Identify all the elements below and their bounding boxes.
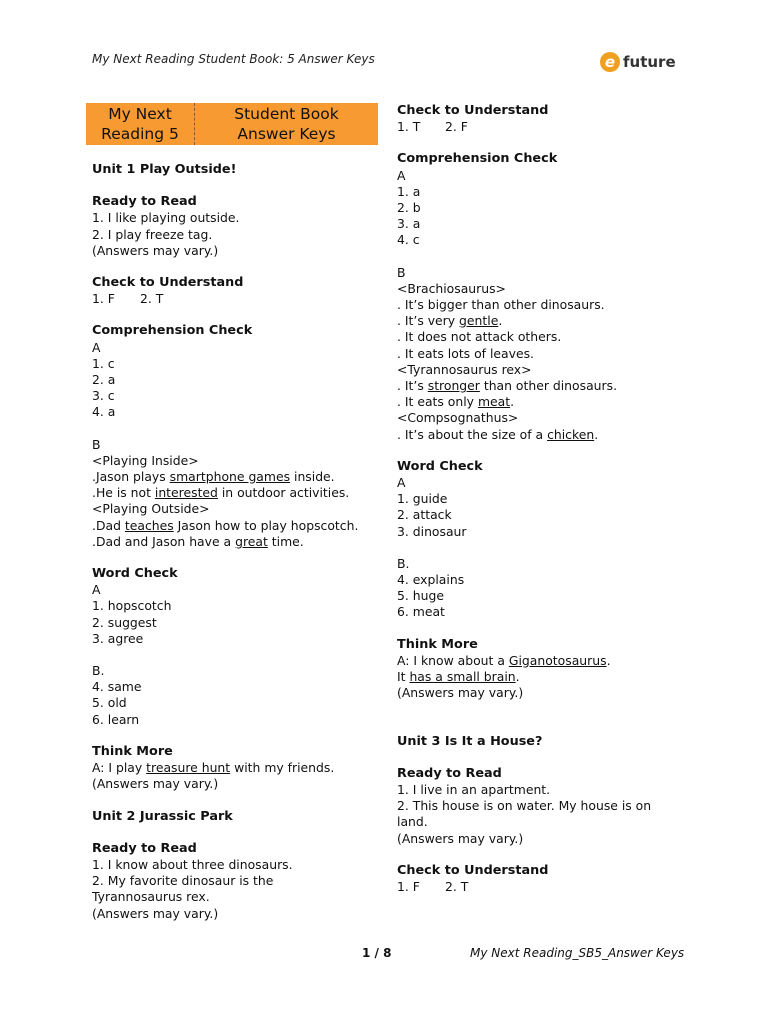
answer-line: [92, 518, 368, 534]
underlined-answer: gentle: [459, 313, 499, 329]
answer-line: B: [92, 436, 101, 452]
answer-line: . It’s bigger than other dinosaurs.: [397, 297, 605, 313]
text-part: A: I know about a: [397, 652, 509, 668]
answer-line: 3. a: [397, 216, 421, 232]
answer-line: B.: [397, 555, 410, 571]
answer-line: [92, 485, 368, 501]
section-heading: Think More: [397, 636, 478, 652]
answer-item: 1. F: [92, 291, 115, 307]
answer-line: 6. learn: [92, 711, 140, 727]
answer-line: 3. dinosaur: [397, 523, 467, 539]
answer-line: A: [92, 582, 101, 598]
answer-line: (Answers may vary.): [92, 776, 219, 792]
answer-item: 2. T: [445, 878, 469, 894]
footer-document-name: My Next Reading_SB5_Answer Keys: [470, 946, 685, 960]
right-column: [397, 103, 665, 895]
answer-line: (Answers may vary.): [397, 685, 524, 701]
answer-line: <Tyrannosaurus rex>: [397, 361, 532, 377]
answer-item: 1. T: [397, 119, 421, 135]
text-part: A: I play: [92, 760, 147, 776]
answer-line: [397, 427, 665, 443]
answer-line: 1. a: [397, 183, 421, 199]
answer-line: . It does not attack others.: [397, 329, 562, 345]
answer-line: B.: [92, 663, 105, 679]
underlined-answer: chicken: [547, 426, 595, 442]
section-heading: Comprehension Check: [92, 323, 253, 339]
answer-line: [92, 760, 368, 776]
text-part: .Dad: [92, 517, 125, 533]
answer-line: (Answers may vary.): [397, 830, 524, 846]
text-part: time.: [267, 533, 304, 549]
answer-line: [397, 394, 665, 410]
answer-line: (Answers may vary.): [92, 242, 219, 258]
text-part: . It’s very: [397, 313, 460, 329]
text-part: .: [594, 426, 599, 442]
answer-line: 1. I live in an apartment.: [397, 781, 551, 797]
answer-pair: [397, 119, 665, 135]
underlined-answer: teaches: [124, 517, 174, 533]
title-line: Reading 5: [101, 125, 179, 143]
text-part: .Dad and Jason have a: [92, 533, 236, 549]
answer-line: . It eats lots of leaves.: [397, 345, 534, 361]
title-book-name: [86, 103, 195, 145]
answer-line: 1. hopscotch: [92, 598, 172, 614]
text-part: . It’s: [397, 378, 428, 394]
answer-line: 1. guide: [397, 491, 448, 507]
title-answer-keys: [195, 103, 378, 145]
title-line: Student Book: [234, 105, 339, 123]
answer-line: A: [92, 339, 101, 355]
answer-line: [397, 313, 665, 329]
text-part: than other dinosaurs.: [479, 378, 618, 394]
section-heading: Comprehension Check: [397, 151, 558, 167]
logo-wordmark: future: [623, 53, 676, 71]
answer-line: 4. same: [92, 679, 142, 695]
answer-line: <Playing Inside>: [92, 452, 199, 468]
answer-line: B: [397, 264, 406, 280]
answer-line: A: [397, 475, 406, 491]
underlined-answer: has a small brain: [409, 669, 516, 685]
text-part: .He is not: [92, 485, 155, 501]
answer-line: 2. b: [397, 200, 421, 216]
answer-item: 1. F: [397, 878, 420, 894]
answer-line: <Compsognathus>: [397, 410, 519, 426]
answer-line: 1. I like playing outside.: [92, 210, 240, 226]
unit-heading: Unit 1 Play Outside!: [92, 162, 237, 177]
answer-line: 2. a: [92, 372, 116, 388]
page-header-title: My Next Reading Student Book: 5 Answer Keys: [92, 52, 375, 66]
title-line: Answer Keys: [237, 125, 336, 143]
answer-item: 2. T: [140, 291, 164, 307]
answer-line: [92, 469, 368, 485]
answer-line: 4. c: [397, 232, 420, 248]
section-heading: Think More: [92, 743, 173, 759]
logo-e-mark: e: [600, 52, 620, 72]
section-heading: Check to Understand: [92, 275, 244, 291]
answer-line: (Answers may vary.): [92, 905, 219, 921]
efuture-logo: [600, 52, 676, 72]
answer-line: 6. meat: [397, 604, 445, 620]
underlined-answer: Giganotosaurus: [508, 652, 607, 668]
unit-heading: Unit 2 Jurassic Park: [92, 808, 233, 824]
text-part: .Jason plays: [92, 469, 170, 485]
answer-line: 2. I play freeze tag.: [92, 226, 213, 242]
underlined-answer: smartphone games: [169, 469, 291, 485]
answer-line: 1. c: [92, 355, 115, 371]
section-heading: Ready to Read: [92, 194, 197, 210]
answer-pair: [397, 879, 665, 895]
answer-line: 5. old: [92, 695, 127, 711]
text-part: Jason how to play hopscotch.: [173, 517, 359, 533]
answer-line: 2. This house is on water. My house is on land.: [397, 798, 652, 830]
answer-line: 2. attack: [397, 507, 452, 523]
answer-line: 4. a: [92, 404, 116, 420]
left-column: [92, 162, 368, 922]
section-heading: Check to Understand: [397, 862, 549, 878]
page-number: 1 / 8: [362, 946, 392, 960]
text-part: .: [498, 313, 503, 329]
answer-line: 2. My favorite dinosaur is the Tyrannosaurus rex.: [92, 873, 274, 905]
underlined-answer: interested: [154, 485, 218, 501]
answer-line: 3. c: [92, 388, 115, 404]
section-heading: Word Check: [397, 458, 483, 474]
title-banner: [86, 103, 378, 145]
section-heading: Word Check: [92, 566, 178, 582]
answer-line: 3. agree: [92, 630, 144, 646]
section-heading: Ready to Read: [92, 840, 197, 856]
underlined-answer: stronger: [427, 378, 480, 394]
underlined-answer: treasure hunt: [146, 760, 231, 776]
answer-line: A: [397, 167, 406, 183]
text-part: It: [397, 669, 410, 685]
answer-line: [397, 669, 665, 685]
text-part: .: [510, 394, 515, 410]
answer-line: 2. suggest: [92, 614, 157, 630]
text-part: .: [606, 652, 611, 668]
answer-line: [92, 534, 368, 550]
answer-pair: [92, 291, 368, 307]
answer-item: 2. F: [445, 119, 468, 135]
section-heading: Check to Understand: [397, 103, 549, 118]
unit-heading: Unit 3 Is It a House?: [397, 733, 543, 749]
answer-line: 1. I know about three dinosaurs.: [92, 856, 293, 872]
text-part: inside.: [290, 469, 335, 485]
answer-line: 5. huge: [397, 588, 444, 604]
text-part: with my friends.: [230, 760, 335, 776]
answer-line: <Playing Outside>: [92, 501, 210, 517]
underlined-answer: great: [235, 533, 268, 549]
text-part: in outdoor activities.: [217, 485, 350, 501]
answer-line: <Brachiosaurus>: [397, 280, 506, 296]
title-line: My Next: [108, 105, 172, 123]
text-part: . It’s about the size of a: [397, 426, 548, 442]
answer-line: [397, 653, 665, 669]
text-part: .: [515, 669, 520, 685]
text-part: . It eats only: [397, 394, 478, 410]
section-heading: Ready to Read: [397, 765, 502, 781]
underlined-answer: meat: [477, 394, 511, 410]
answer-line: [397, 378, 665, 394]
answer-line: 4. explains: [397, 572, 465, 588]
